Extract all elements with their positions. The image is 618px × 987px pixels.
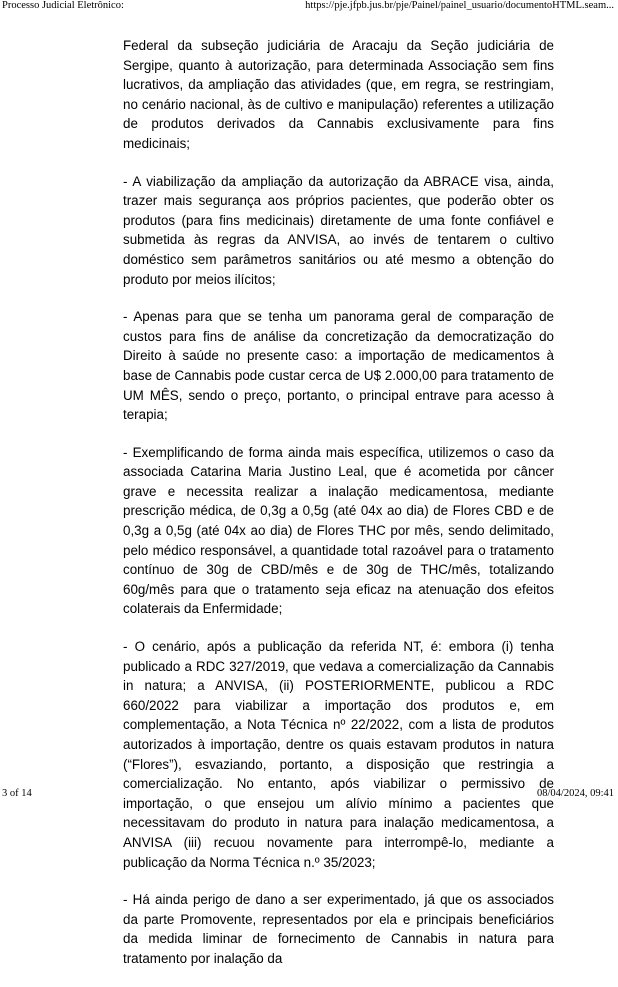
- page-header: [0, 0, 618, 12]
- paragraph: Federal da subseção judiciária de Aracaju da Seção judiciária de Sergipe, quanto à autorização, para determinada Associação sem fins lucrativos, da ampliação das atividades (que, em regra, se restringiam, no cenário nacional, às de cultivo e manipulação) referentes a utilização de produtos derivados da Cannabis exclusivamente para fins medicinais;: [123, 38, 554, 151]
- paragraph: - Exemplificando de forma ainda mais específica, utilizemos o caso da associada Catarina Maria Justino Leal, que é acometida por câncer grave e necessita realizar a inalação medicamentosa, mediante prescrição médica, de 0,3g a 0,5g (até 04x ao dia) de Flores CBD e de 0,3g a 0,5g (até 04x ao dia) de Flores THC por mês, sendo delimitado, pelo médico responsável, a quantidade total razoável para o tratamento contínuo de 30g de CBD/mês e de 30g de THC/mês, totalizando 60g/mês para que o tratamento seja eficaz na atenuação dos efeitos colaterais da Enfermidade;: [123, 444, 554, 617]
- paragraph: - Apenas para que se tenha um panorama geral de comparação de custos para fins de análise da concretização da democratização do Direito à saúde no presente caso: a importação de medicamentos à base de Cannabis pode custar cerca de U$ 2.000,00 para tratamento de UM MÊS, sendo o preço, portanto, o principal entrave para acesso à terapia;: [123, 309, 554, 423]
- print-datetime: 08/04/2024, 09:41: [536, 788, 614, 799]
- header-title: Processo Judicial Eletrônico:: [2, 0, 124, 11]
- document-body: [123, 36, 554, 987]
- page-footer: [0, 788, 618, 800]
- paragraph: - O cenário, após a publicação da referida NT, é: embora (i) tenha publicado a RDC 327/2019, que vedava a comercialização da Cannabis in natura; a ANVISA, (ii) POSTERIORMENTE, publicou a RDC 660/2022 para viabilizar a importação dos produtos e, em complementação, a Nota Técnica nº 22/2022, com a lista de produtos autorizados à importação, dentre os quais estavam produtos in natura (“Flores”), esvaziando, portanto, a disposição que restringia a comercialização. No entanto, após viabilizar o permissivo de importação, o que ensejou um alívio mínimo a pacientes que necessitavam do produto in natura para inalação medicamentosa, a ANVISA (iii) recuou novamente para interrompê-lo, mediante a publicação da Norma Técnica n.º 35/2023;: [123, 639, 554, 870]
- paragraph: - Há ainda perigo de dano a ser experimentado, já que os associados da parte Promovente, representados por ela e principais beneficiários da medida liminar de fornecimento de Cannabis in natura para tratamento por inalação da: [123, 892, 554, 966]
- header-url[interactable]: https://pje.jfpb.jus.br/pje/Painel/painel_usuario/documentoHTML.seam...: [305, 0, 614, 11]
- paragraph: - A viabilização da ampliação da autorização da ABRACE visa, ainda, trazer mais segurança aos próprios pacientes, que poderão obter os produtos (para fins medicinais) diretamente de uma fonte confiável e submetida às regras da ANVISA, ao invés de tentarem o cultivo doméstico sem parâmetros sanitários ou até mesmo a obtenção do produto por meios ilícitos;: [123, 173, 554, 287]
- page-number: 3 of 14: [2, 788, 32, 799]
